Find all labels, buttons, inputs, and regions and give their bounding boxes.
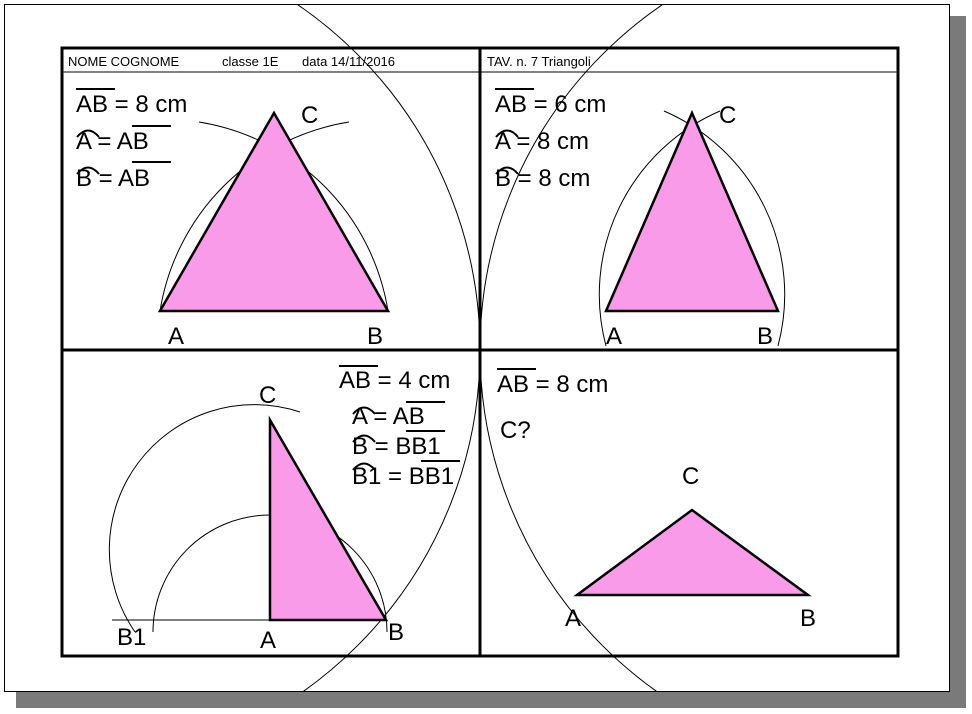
triangle-equilateral: [160, 113, 388, 311]
construction-arc: [0, 0, 480, 714]
student-name: NOME COGNOME: [68, 54, 180, 69]
triangle-obtuse: [577, 510, 808, 595]
tav-label: TAV. n. 7 Triangoli: [487, 54, 591, 69]
vertex-label-c: C: [301, 102, 319, 129]
panel1-line2: A = AB: [76, 128, 149, 155]
vertex-label-b: B: [367, 323, 384, 350]
vertex-label-b: B: [800, 605, 817, 632]
triangle-isosceles: [606, 113, 778, 311]
vertex-label-a: A: [168, 323, 185, 350]
panel4-question: C?: [500, 417, 531, 444]
vertex-label-c: C: [682, 463, 700, 490]
panel3-line4: B1 = BB1: [352, 463, 455, 490]
vertex-label-b: B: [757, 323, 774, 350]
panel1-line1: AB = 8 cm: [76, 91, 188, 118]
vertex-label-a: A: [565, 605, 582, 632]
panel3-formulas: [339, 366, 460, 490]
vertex-label-c: C: [259, 382, 277, 409]
vertex-label-b1: B1: [117, 624, 147, 651]
class-label: classe 1E: [222, 54, 279, 69]
panel1-line3: B = AB: [76, 165, 151, 192]
panel4-line1: AB = 8 cm: [497, 371, 609, 398]
panel1-formulas: [76, 89, 187, 192]
panel2-formulas: [495, 89, 606, 192]
vertex-label-c: C: [719, 102, 737, 129]
panel3-line1: AB = 4 cm: [339, 367, 451, 394]
vertex-label-a: A: [260, 627, 277, 654]
vertex-label-a: A: [606, 323, 623, 350]
panel3-line3: B = BB1: [352, 433, 441, 460]
date-label: data 14/11/2016: [302, 54, 396, 69]
panel2-line1: AB = 6 cm: [495, 91, 607, 118]
panel3-line2: A = AB: [352, 403, 425, 430]
panel2-line2: A = 8 cm: [495, 128, 590, 155]
panel2-line3: B = 8 cm: [495, 165, 591, 192]
vertex-label-b: B: [388, 619, 405, 646]
